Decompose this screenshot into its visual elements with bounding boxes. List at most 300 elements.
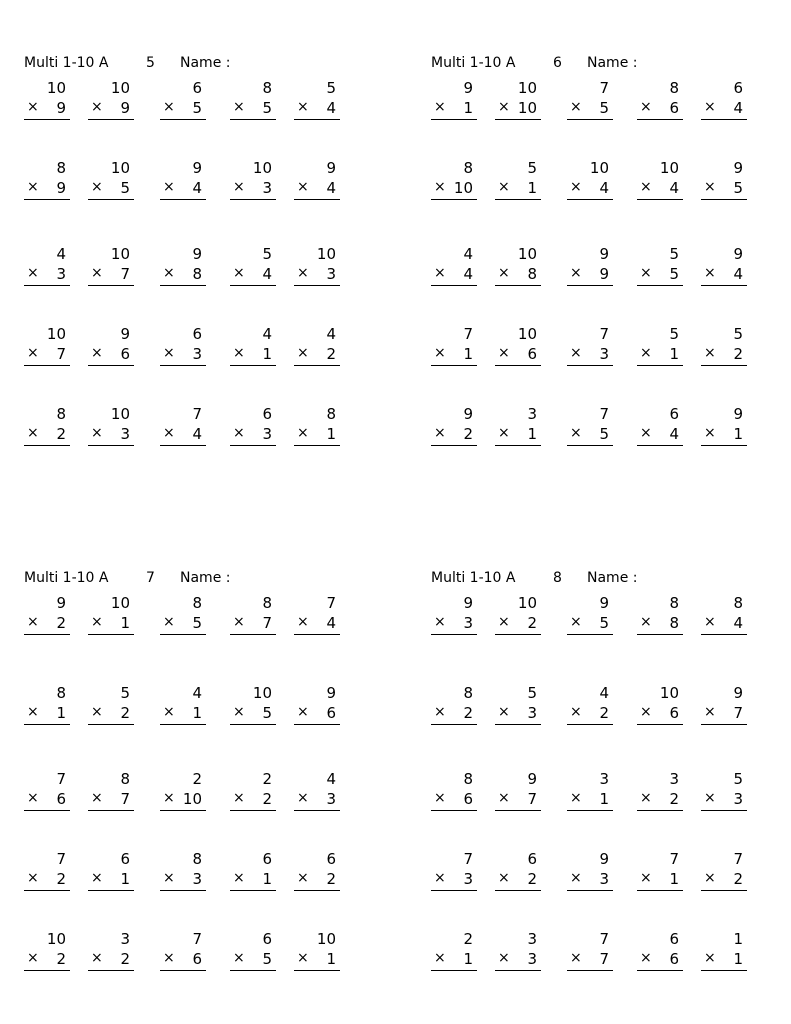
answer-line — [294, 199, 340, 200]
multiplier: 2 — [56, 614, 66, 632]
answer-line — [160, 970, 206, 971]
answer-line — [24, 119, 70, 120]
answer-line — [637, 724, 683, 725]
times-sign: × — [434, 870, 446, 886]
multiplication-problem — [230, 79, 276, 119]
multiplier-line — [88, 425, 130, 445]
multiplicand: 5 — [733, 325, 743, 343]
multiplier: 7 — [120, 790, 130, 808]
answer-line — [230, 365, 276, 366]
times-sign: × — [640, 704, 652, 720]
multiplication-problem — [495, 159, 541, 199]
multiplication-problem — [567, 245, 613, 285]
multiplier: 7 — [120, 265, 130, 283]
multiplier-line — [637, 704, 679, 724]
multiplier-line — [701, 179, 743, 199]
answer-line — [701, 810, 747, 811]
multiplier: 9 — [56, 99, 66, 117]
times-sign: × — [27, 345, 39, 361]
multiplication-problem — [567, 405, 613, 445]
multiplication-problem — [495, 325, 541, 365]
multiplication-problem — [160, 245, 206, 285]
worksheet-number: 7 — [146, 570, 155, 586]
answer-line — [24, 365, 70, 366]
answer-line — [230, 634, 276, 635]
multiplier: 6 — [669, 99, 679, 117]
multiplier-line — [294, 425, 336, 445]
multiplicand: 5 — [326, 79, 336, 97]
answer-line — [230, 285, 276, 286]
answer-line — [701, 634, 747, 635]
multiplicand: 10 — [316, 245, 336, 263]
multiplicand: 10 — [517, 245, 537, 263]
multiplication-problem — [567, 930, 613, 970]
multiplier: 4 — [326, 179, 336, 197]
multiplicand: 8 — [56, 405, 66, 423]
multiplier-line — [701, 870, 743, 890]
multiplier-line — [701, 265, 743, 285]
answer-line — [567, 445, 613, 446]
answer-line — [431, 810, 477, 811]
multiplier-line — [160, 265, 202, 285]
multiplier: 3 — [192, 870, 202, 888]
times-sign: × — [233, 870, 245, 886]
multiplier: 3 — [56, 265, 66, 283]
times-sign: × — [297, 950, 309, 966]
multiplier: 1 — [326, 425, 336, 443]
multiplicand: 8 — [56, 684, 66, 702]
multiplier-line — [567, 950, 609, 970]
multiplicand: 5 — [120, 684, 130, 702]
times-sign: × — [297, 704, 309, 720]
answer-line — [495, 285, 541, 286]
answer-line — [701, 724, 747, 725]
times-sign: × — [570, 614, 582, 630]
answer-line — [88, 810, 134, 811]
worksheet-number: 8 — [553, 570, 562, 586]
multiplicand: 9 — [733, 159, 743, 177]
times-sign: × — [498, 265, 510, 281]
multiplicand: 8 — [669, 594, 679, 612]
multiplier-line — [24, 425, 66, 445]
multiplier-line — [701, 790, 743, 810]
multiplier: 1 — [120, 870, 130, 888]
multiplicand: 6 — [326, 850, 336, 868]
times-sign: × — [498, 704, 510, 720]
multiplication-problem — [24, 930, 70, 970]
answer-line — [567, 634, 613, 635]
multiplication-problem — [160, 770, 206, 810]
multiplication-problem — [230, 245, 276, 285]
multiplier: 9 — [56, 179, 66, 197]
multiplicand: 10 — [517, 594, 537, 612]
times-sign: × — [163, 425, 175, 441]
times-sign: × — [704, 265, 716, 281]
times-sign: × — [91, 425, 103, 441]
answer-line — [431, 724, 477, 725]
multiplication-problem — [88, 245, 134, 285]
answer-line — [495, 890, 541, 891]
multiplicand: 8 — [262, 594, 272, 612]
multiplicand: 3 — [599, 770, 609, 788]
multiplier: 3 — [463, 614, 473, 632]
multiplication-problem — [160, 79, 206, 119]
multiplicand: 6 — [262, 930, 272, 948]
answer-line — [495, 365, 541, 366]
multiplicand: 2 — [192, 770, 202, 788]
multiplier-line — [230, 425, 272, 445]
answer-line — [230, 445, 276, 446]
times-sign: × — [434, 704, 446, 720]
worksheet-title: Multi 1-10 A — [24, 570, 109, 586]
multiplier: 7 — [599, 950, 609, 968]
multiplier: 2 — [326, 345, 336, 363]
multiplicand: 7 — [599, 79, 609, 97]
multiplier-line — [701, 425, 743, 445]
multiplicand: 2 — [463, 930, 473, 948]
multiplier-line — [637, 950, 679, 970]
multiplier: 5 — [120, 179, 130, 197]
multiplier: 1 — [120, 614, 130, 632]
multiplier-line — [637, 870, 679, 890]
multiplier: 6 — [669, 950, 679, 968]
multiplication-problem — [294, 245, 340, 285]
times-sign: × — [640, 425, 652, 441]
times-sign: × — [640, 614, 652, 630]
multiplier: 1 — [192, 704, 202, 722]
times-sign: × — [233, 265, 245, 281]
multiplicand: 4 — [56, 245, 66, 263]
multiplication-problem — [701, 930, 747, 970]
multiplier: 2 — [326, 870, 336, 888]
multiplier-line — [230, 950, 272, 970]
multiplication-problem — [567, 684, 613, 724]
multiplication-problem — [294, 405, 340, 445]
multiplication-problem — [701, 245, 747, 285]
answer-line — [431, 890, 477, 891]
multiplication-problem — [24, 79, 70, 119]
multiplier: 6 — [669, 704, 679, 722]
multiplicand: 6 — [527, 850, 537, 868]
multiplicand: 9 — [120, 325, 130, 343]
multiplication-problem — [24, 684, 70, 724]
multiplier: 4 — [599, 179, 609, 197]
multiplier-line — [24, 179, 66, 199]
multiplicand: 6 — [262, 405, 272, 423]
answer-line — [567, 199, 613, 200]
answer-line — [294, 445, 340, 446]
multiplier: 1 — [463, 950, 473, 968]
multiplier: 7 — [262, 614, 272, 632]
multiplier: 3 — [262, 425, 272, 443]
multiplication-problem — [495, 930, 541, 970]
times-sign: × — [163, 790, 175, 806]
answer-line — [567, 810, 613, 811]
multiplication-problem — [160, 930, 206, 970]
multiplication-problem — [637, 594, 683, 634]
multiplier: 4 — [669, 425, 679, 443]
answer-line — [567, 724, 613, 725]
multiplier-line — [637, 179, 679, 199]
times-sign: × — [704, 99, 716, 115]
multiplication-problem — [431, 684, 477, 724]
multiplicand: 8 — [192, 594, 202, 612]
times-sign: × — [640, 950, 652, 966]
times-sign: × — [498, 790, 510, 806]
multiplicand: 7 — [56, 850, 66, 868]
multiplicand: 8 — [669, 79, 679, 97]
multiplicand: 4 — [463, 245, 473, 263]
times-sign: × — [640, 790, 652, 806]
multiplication-problem — [637, 684, 683, 724]
multiplication-problem — [88, 930, 134, 970]
times-sign: × — [704, 345, 716, 361]
worksheet-header — [431, 570, 761, 590]
multiplication-problem — [88, 325, 134, 365]
times-sign: × — [704, 870, 716, 886]
multiplier-line — [24, 950, 66, 970]
multiplication-problem — [495, 594, 541, 634]
times-sign: × — [640, 179, 652, 195]
multiplicand: 7 — [192, 930, 202, 948]
multiplier: 3 — [599, 870, 609, 888]
times-sign: × — [91, 345, 103, 361]
multiplier-line — [637, 790, 679, 810]
times-sign: × — [27, 950, 39, 966]
multiplicand: 8 — [463, 159, 473, 177]
multiplier: 2 — [120, 950, 130, 968]
answer-line — [637, 634, 683, 635]
multiplier-line — [431, 265, 473, 285]
multiplier-line — [431, 790, 473, 810]
answer-line — [567, 119, 613, 120]
multiplication-problem — [701, 684, 747, 724]
answer-line — [637, 285, 683, 286]
multiplication-problem — [637, 159, 683, 199]
multiplier-line — [230, 870, 272, 890]
times-sign: × — [27, 614, 39, 630]
answer-line — [24, 634, 70, 635]
multiplication-problem — [88, 684, 134, 724]
multiplier-line — [495, 265, 537, 285]
times-sign: × — [233, 345, 245, 361]
multiplier-line — [294, 870, 336, 890]
multiplicand: 5 — [262, 245, 272, 263]
multiplier: 4 — [733, 265, 743, 283]
multiplicand: 2 — [262, 770, 272, 788]
answer-line — [24, 810, 70, 811]
multiplication-problem — [88, 405, 134, 445]
multiplication-problem — [431, 405, 477, 445]
multiplier: 4 — [733, 614, 743, 632]
multiplication-problem — [637, 245, 683, 285]
multiplication-problem — [160, 850, 206, 890]
multiplication-problem — [24, 850, 70, 890]
times-sign: × — [233, 99, 245, 115]
multiplier: 1 — [733, 425, 743, 443]
times-sign: × — [91, 870, 103, 886]
multiplier: 3 — [463, 870, 473, 888]
multiplicand: 6 — [192, 325, 202, 343]
multiplication-problem — [230, 930, 276, 970]
multiplicand: 6 — [120, 850, 130, 868]
answer-line — [495, 119, 541, 120]
multiplier-line — [88, 345, 130, 365]
multiplication-problem — [495, 245, 541, 285]
multiplier-line — [495, 950, 537, 970]
answer-line — [637, 810, 683, 811]
times-sign: × — [570, 950, 582, 966]
answer-line — [294, 810, 340, 811]
multiplication-problem — [88, 770, 134, 810]
multiplication-problem — [637, 79, 683, 119]
multiplier-line — [567, 345, 609, 365]
multiplicand: 6 — [669, 930, 679, 948]
times-sign: × — [498, 99, 510, 115]
answer-line — [701, 890, 747, 891]
answer-line — [495, 445, 541, 446]
multiplicand: 7 — [463, 850, 473, 868]
multiplication-problem — [160, 159, 206, 199]
multiplier: 2 — [733, 345, 743, 363]
multiplier-line — [567, 870, 609, 890]
multiplier-line — [24, 870, 66, 890]
multiplier: 2 — [463, 425, 473, 443]
multiplication-problem — [294, 770, 340, 810]
multiplier: 5 — [599, 614, 609, 632]
times-sign: × — [163, 345, 175, 361]
times-sign: × — [91, 790, 103, 806]
multiplier-line — [294, 704, 336, 724]
multiplicand: 7 — [192, 405, 202, 423]
multiplier-line — [160, 179, 202, 199]
multiplicand: 7 — [463, 325, 473, 343]
times-sign: × — [570, 179, 582, 195]
multiplicand: 4 — [262, 325, 272, 343]
multiplication-problem — [230, 770, 276, 810]
multiplicand: 4 — [599, 684, 609, 702]
multiplicand: 9 — [733, 405, 743, 423]
multiplier: 7 — [527, 790, 537, 808]
multiplier: 5 — [192, 99, 202, 117]
answer-line — [160, 810, 206, 811]
multiplier: 2 — [669, 790, 679, 808]
multiplication-problem — [230, 325, 276, 365]
answer-line — [431, 285, 477, 286]
multiplicand: 6 — [669, 405, 679, 423]
multiplier: 9 — [120, 99, 130, 117]
worksheet-title: Multi 1-10 A — [431, 55, 516, 71]
multiplier: 8 — [527, 265, 537, 283]
answer-line — [495, 810, 541, 811]
multiplicand: 7 — [733, 850, 743, 868]
answer-line — [88, 634, 134, 635]
multiplier-line — [160, 345, 202, 365]
multiplier: 6 — [192, 950, 202, 968]
times-sign: × — [498, 345, 510, 361]
multiplier-line — [230, 790, 272, 810]
times-sign: × — [640, 345, 652, 361]
multiplicand: 1 — [733, 930, 743, 948]
times-sign: × — [163, 870, 175, 886]
multiplication-problem — [24, 405, 70, 445]
multiplier: 5 — [192, 614, 202, 632]
multiplier: 2 — [262, 790, 272, 808]
multiplier: 1 — [56, 704, 66, 722]
multiplier-line — [160, 614, 202, 634]
multiplicand: 10 — [517, 79, 537, 97]
answer-line — [431, 199, 477, 200]
multiplicand: 5 — [733, 770, 743, 788]
multiplier-line — [431, 870, 473, 890]
multiplicand: 9 — [463, 405, 473, 423]
answer-line — [24, 199, 70, 200]
answer-line — [88, 119, 134, 120]
multiplier-line — [294, 614, 336, 634]
multiplicand: 10 — [46, 930, 66, 948]
multiplier-line — [88, 870, 130, 890]
multiplier: 6 — [463, 790, 473, 808]
multiplicand: 7 — [56, 770, 66, 788]
times-sign: × — [498, 870, 510, 886]
multiplicand: 3 — [669, 770, 679, 788]
multiplicand: 7 — [599, 325, 609, 343]
times-sign: × — [434, 950, 446, 966]
times-sign: × — [91, 950, 103, 966]
multiplicand: 3 — [120, 930, 130, 948]
multiplicand: 10 — [589, 159, 609, 177]
answer-line — [431, 119, 477, 120]
multiplication-problem — [24, 245, 70, 285]
multiplier: 2 — [733, 870, 743, 888]
multiplier-line — [230, 614, 272, 634]
name-label: Name : — [587, 55, 638, 71]
multiplicand: 9 — [599, 594, 609, 612]
times-sign: × — [570, 99, 582, 115]
answer-line — [701, 970, 747, 971]
answer-line — [160, 365, 206, 366]
multiplier: 4 — [669, 179, 679, 197]
answer-line — [24, 724, 70, 725]
multiplier: 10 — [453, 179, 473, 197]
answer-line — [294, 285, 340, 286]
worksheet-header — [24, 570, 354, 590]
multiplicand: 9 — [192, 159, 202, 177]
multiplier: 9 — [599, 265, 609, 283]
times-sign: × — [297, 179, 309, 195]
worksheet-header — [24, 55, 354, 75]
multiplier-line — [495, 179, 537, 199]
times-sign: × — [27, 790, 39, 806]
multiplication-problem — [701, 325, 747, 365]
answer-line — [160, 890, 206, 891]
times-sign: × — [434, 425, 446, 441]
answer-line — [24, 445, 70, 446]
answer-line — [230, 890, 276, 891]
multiplier: 1 — [527, 179, 537, 197]
multiplier: 7 — [733, 704, 743, 722]
multiplication-problem — [294, 850, 340, 890]
answer-line — [495, 970, 541, 971]
multiplicand: 9 — [527, 770, 537, 788]
multiplicand: 4 — [192, 684, 202, 702]
times-sign: × — [163, 614, 175, 630]
multiplier-line — [294, 345, 336, 365]
multiplier-line — [88, 614, 130, 634]
multiplicand: 9 — [733, 684, 743, 702]
multiplication-problem — [701, 79, 747, 119]
multiplier-line — [495, 870, 537, 890]
